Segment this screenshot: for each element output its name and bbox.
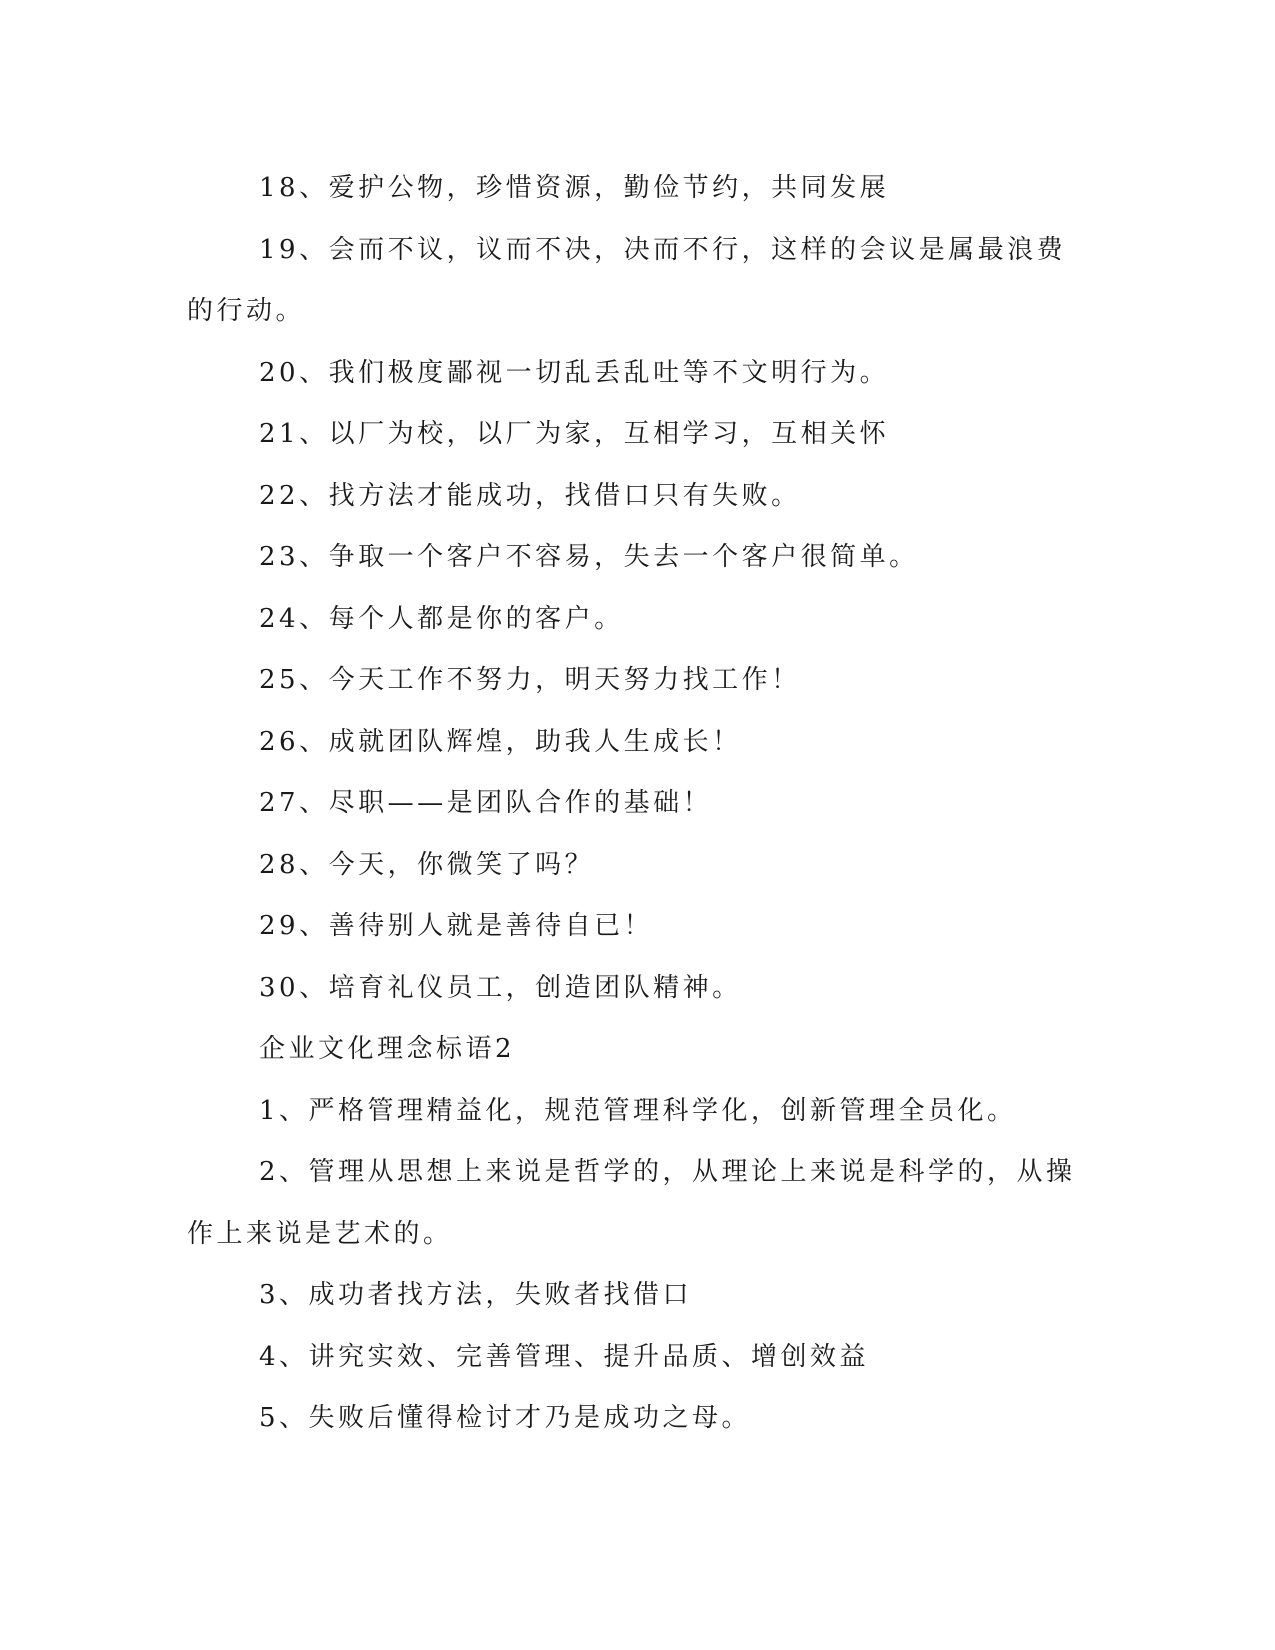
paragraph-slogan-19: 19、会而不议，议而不决，决而不行，这样的会议是属最浪费的行动。	[187, 234, 1067, 326]
paragraph-slogan-28: 28、今天，你微笑了吗？	[259, 849, 595, 880]
paragraph-slogan-23: 23、争取一个客户不容易，失去一个客户很简单。	[259, 542, 919, 572]
paragraph-section2-item-3: 3、成功者找方法，失败者找借口	[259, 1280, 693, 1310]
paragraph-slogan-20: 20、我们极度鄙视一切乱丢乱吐等不文明行为。	[259, 357, 890, 388]
paragraph-slogan-22: 22、找方法才能成功，找借口只有失败。	[259, 480, 801, 511]
paragraph-section2-item-5: 5、失败后懂得检讨才乃是成功之母。	[259, 1403, 752, 1433]
paragraph-slogan-30: 30、培育礼仪员工，创造团队精神。	[259, 972, 742, 1003]
paragraph-slogan-29: 29、善待别人就是善待自已！	[259, 911, 654, 941]
paragraph-section2-item-4: 4、讲究实效、完善管理、提升品质、增创效益	[259, 1341, 870, 1372]
paragraph-section2-item-1: 1、严格管理精益化，规范管理科学化，创新管理全员化。	[259, 1095, 1017, 1126]
document-body	[187, 158, 1077, 1450]
paragraph-slogan-27: 27、尽职——是团队合作的基础！	[259, 788, 713, 818]
paragraph-section2-item-2: 2、管理从思想上来说是哲学的，从理论上来说是科学的，从操作上来说是艺术的。	[187, 1157, 1076, 1249]
paragraph-slogan-24: 24、每个人都是你的客户。	[259, 603, 624, 634]
paragraph-slogan-21: 21、以厂为校，以厂为家，互相学习，互相关怀	[259, 419, 890, 449]
paragraph-slogan-25: 25、今天工作不努力，明天努力找工作！	[259, 665, 801, 695]
section-heading: 企业文化理念标语2	[259, 1034, 516, 1064]
paragraph-slogan-26: 26、成就团队辉煌，助我人生成长！	[259, 726, 742, 757]
paragraph-slogan-18: 18、爱护公物，珍惜资源，勤俭节约，共同发展	[259, 173, 890, 203]
